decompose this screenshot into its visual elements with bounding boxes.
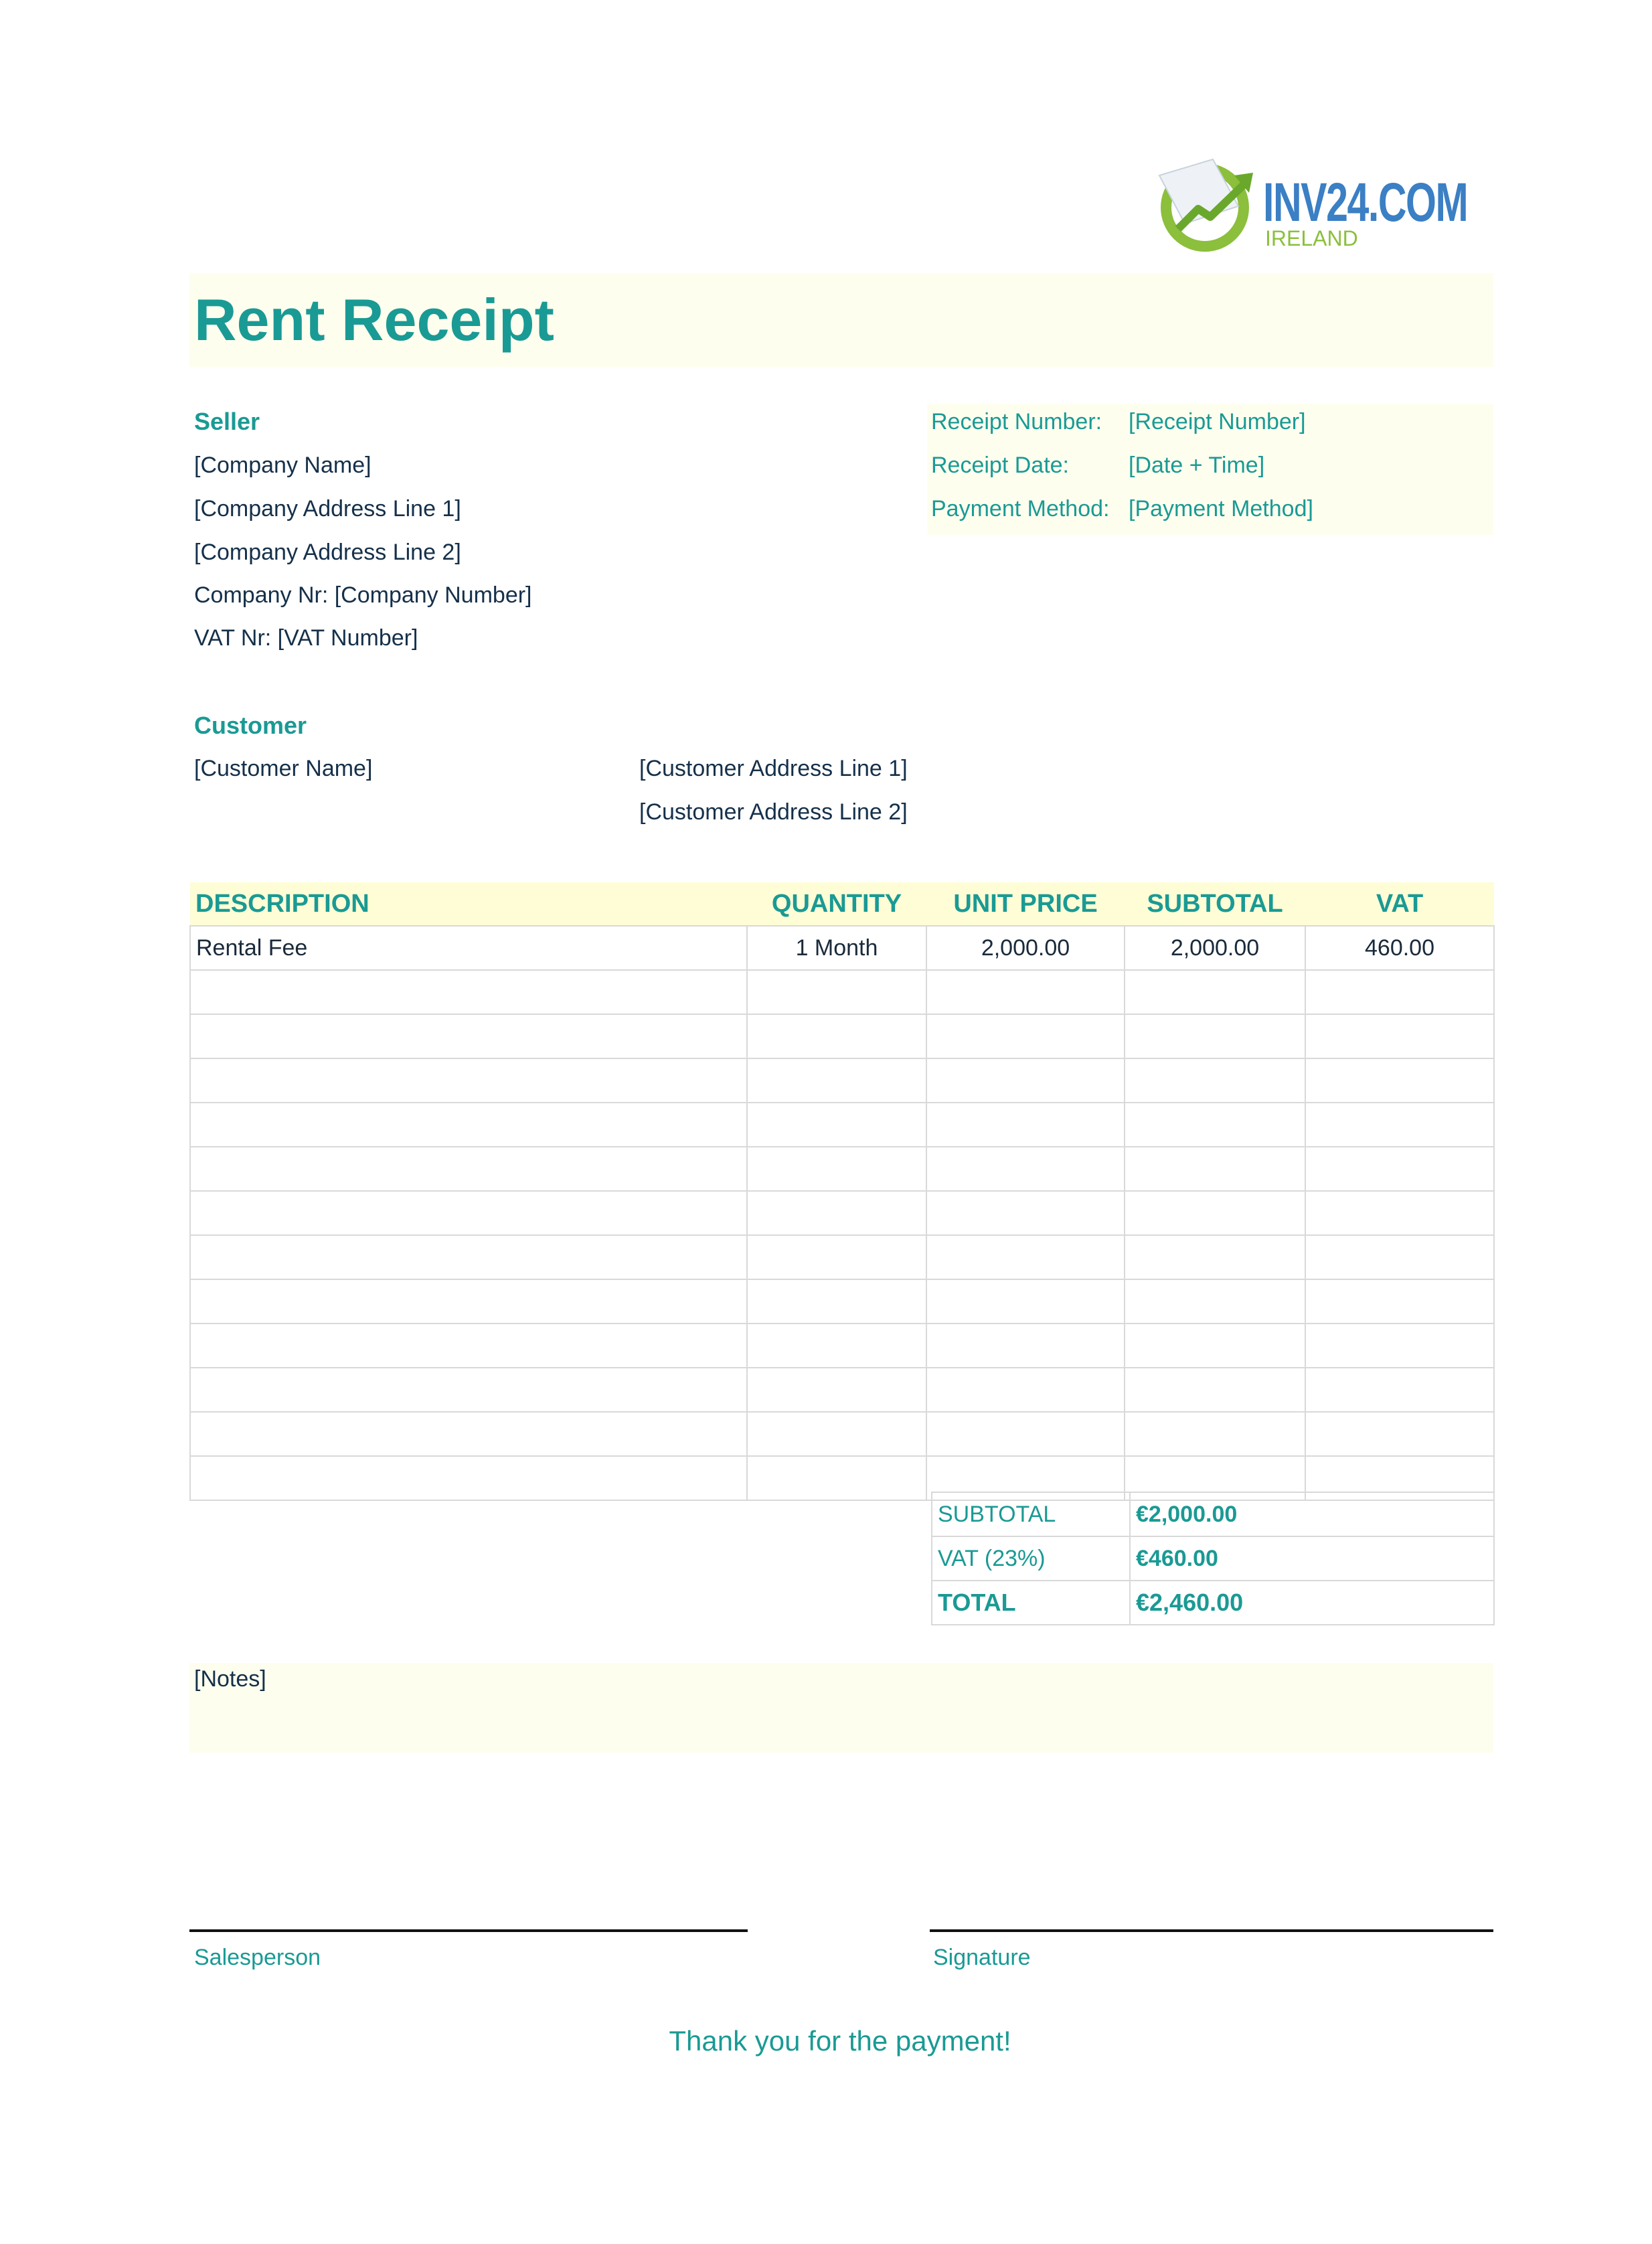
column-header-vat: VAT xyxy=(1305,882,1494,926)
cell-quantity xyxy=(747,1191,926,1235)
thank-you-message: Thank you for the payment! xyxy=(669,2025,1011,2057)
cell-quantity: 1 Month xyxy=(747,926,926,970)
logo-mark-icon xyxy=(1151,155,1265,256)
seller-heading: Seller xyxy=(194,408,260,435)
cell-description xyxy=(190,970,747,1014)
cell-description xyxy=(190,1014,747,1058)
cell-unit-price xyxy=(926,1014,1125,1058)
table-row xyxy=(190,1368,1494,1412)
items-table xyxy=(189,882,1495,1501)
signature-line xyxy=(930,1929,1493,1932)
totals-table xyxy=(931,1492,1495,1625)
table-header-row xyxy=(190,882,1494,926)
cell-unit-price xyxy=(926,1147,1125,1191)
signature-label: Signature xyxy=(933,1945,1031,1970)
cell-vat xyxy=(1305,1014,1494,1058)
cell-description xyxy=(190,1103,747,1147)
logo-subtext: IRELAND xyxy=(1265,226,1358,250)
cell-vat xyxy=(1305,970,1494,1014)
table-row xyxy=(190,1279,1494,1324)
totals-row-vat xyxy=(932,1536,1494,1581)
cell-quantity xyxy=(747,970,926,1014)
cell-description xyxy=(190,1456,747,1500)
cell-quantity xyxy=(747,1058,926,1103)
cell-description xyxy=(190,1235,747,1279)
table-row xyxy=(190,1058,1494,1103)
cell-quantity xyxy=(747,1324,926,1368)
cell-quantity xyxy=(747,1235,926,1279)
receipt-date-label: Receipt Date: xyxy=(931,453,1069,478)
customer-heading: Customer xyxy=(194,712,307,739)
subtotal-label: SUBTOTAL xyxy=(932,1492,1130,1536)
cell-subtotal xyxy=(1125,1191,1305,1235)
cell-unit-price xyxy=(926,1324,1125,1368)
notes-text: [Notes] xyxy=(194,1666,266,1692)
cell-description xyxy=(190,1412,747,1456)
cell-unit-price xyxy=(926,1103,1125,1147)
cell-unit-price xyxy=(926,1058,1125,1103)
cell-subtotal xyxy=(1125,1058,1305,1103)
column-header-description: DESCRIPTION xyxy=(190,882,747,926)
cell-quantity xyxy=(747,1412,926,1456)
cell-description xyxy=(190,1368,747,1412)
column-header-quantity: QUANTITY xyxy=(747,882,926,926)
notes-band xyxy=(189,1663,1493,1753)
customer-address-line-2: [Customer Address Line 2] xyxy=(639,799,908,825)
cell-quantity xyxy=(747,1456,926,1500)
table-row xyxy=(190,1103,1494,1147)
cell-description xyxy=(190,1324,747,1368)
cell-subtotal xyxy=(1125,1235,1305,1279)
table-row xyxy=(190,970,1494,1014)
subtotal-value: €2,000.00 xyxy=(1130,1492,1494,1536)
payment-method-label: Payment Method: xyxy=(931,496,1110,522)
cell-unit-price xyxy=(926,1235,1125,1279)
receipt-date-value: [Date + Time] xyxy=(1129,453,1265,478)
cell-description xyxy=(190,1279,747,1324)
cell-vat xyxy=(1305,1191,1494,1235)
cell-quantity xyxy=(747,1014,926,1058)
cell-quantity xyxy=(747,1279,926,1324)
cell-subtotal xyxy=(1125,1368,1305,1412)
receipt-number-label: Receipt Number: xyxy=(931,409,1102,434)
vat-value: €460.00 xyxy=(1130,1536,1494,1581)
table-row xyxy=(190,1235,1494,1279)
cell-vat xyxy=(1305,1058,1494,1103)
cell-unit-price xyxy=(926,1368,1125,1412)
table-row xyxy=(190,1324,1494,1368)
column-header-subtotal: SUBTOTAL xyxy=(1125,882,1305,926)
cell-unit-price xyxy=(926,1412,1125,1456)
cell-vat xyxy=(1305,1279,1494,1324)
cell-subtotal xyxy=(1125,1412,1305,1456)
cell-description xyxy=(190,1058,747,1103)
customer-address-line-1: [Customer Address Line 1] xyxy=(639,756,908,781)
cell-quantity xyxy=(747,1368,926,1412)
cell-subtotal xyxy=(1125,1103,1305,1147)
cell-vat xyxy=(1305,1368,1494,1412)
table-row xyxy=(190,1191,1494,1235)
cell-subtotal xyxy=(1125,1279,1305,1324)
salesperson-signature-line xyxy=(189,1929,748,1932)
table-row xyxy=(190,1014,1494,1058)
cell-quantity xyxy=(747,1147,926,1191)
table-row xyxy=(190,1147,1494,1191)
cell-vat: 460.00 xyxy=(1305,926,1494,970)
page-title: Rent Receipt xyxy=(194,287,554,353)
cell-description: Rental Fee xyxy=(190,926,747,970)
totals-row-subtotal xyxy=(932,1492,1494,1536)
cell-vat xyxy=(1305,1324,1494,1368)
cell-subtotal xyxy=(1125,970,1305,1014)
cell-unit-price: 2,000.00 xyxy=(926,926,1125,970)
cell-subtotal xyxy=(1125,1324,1305,1368)
salesperson-label: Salesperson xyxy=(194,1945,321,1970)
cell-vat xyxy=(1305,1235,1494,1279)
totals-row-total xyxy=(932,1581,1494,1625)
column-header-unit-price: UNIT PRICE xyxy=(926,882,1125,926)
cell-unit-price xyxy=(926,970,1125,1014)
table-row xyxy=(190,1412,1494,1456)
logo-text: INV24.COM xyxy=(1263,172,1468,233)
seller-company-name: [Company Name] xyxy=(194,453,371,478)
receipt-number-value: [Receipt Number] xyxy=(1129,409,1306,434)
vat-label: VAT (23%) xyxy=(932,1536,1130,1581)
cell-unit-price xyxy=(926,1279,1125,1324)
customer-name: [Customer Name] xyxy=(194,756,373,781)
payment-method-value: [Payment Method] xyxy=(1129,496,1313,522)
cell-unit-price xyxy=(926,1191,1125,1235)
cell-subtotal xyxy=(1125,1014,1305,1058)
cell-vat xyxy=(1305,1147,1494,1191)
cell-subtotal: 2,000.00 xyxy=(1125,926,1305,970)
cell-vat xyxy=(1305,1412,1494,1456)
total-value: €2,460.00 xyxy=(1130,1581,1494,1625)
seller-company-number: Company Nr: [Company Number] xyxy=(194,582,532,608)
cell-quantity xyxy=(747,1103,926,1147)
cell-description xyxy=(190,1147,747,1191)
table-row xyxy=(190,926,1494,970)
cell-description xyxy=(190,1191,747,1235)
cell-subtotal xyxy=(1125,1147,1305,1191)
total-label: TOTAL xyxy=(932,1581,1130,1625)
seller-vat-number: VAT Nr: [VAT Number] xyxy=(194,625,418,651)
seller-address-line-1: [Company Address Line 1] xyxy=(194,496,461,522)
cell-vat xyxy=(1305,1103,1494,1147)
seller-address-line-2: [Company Address Line 2] xyxy=(194,540,461,565)
